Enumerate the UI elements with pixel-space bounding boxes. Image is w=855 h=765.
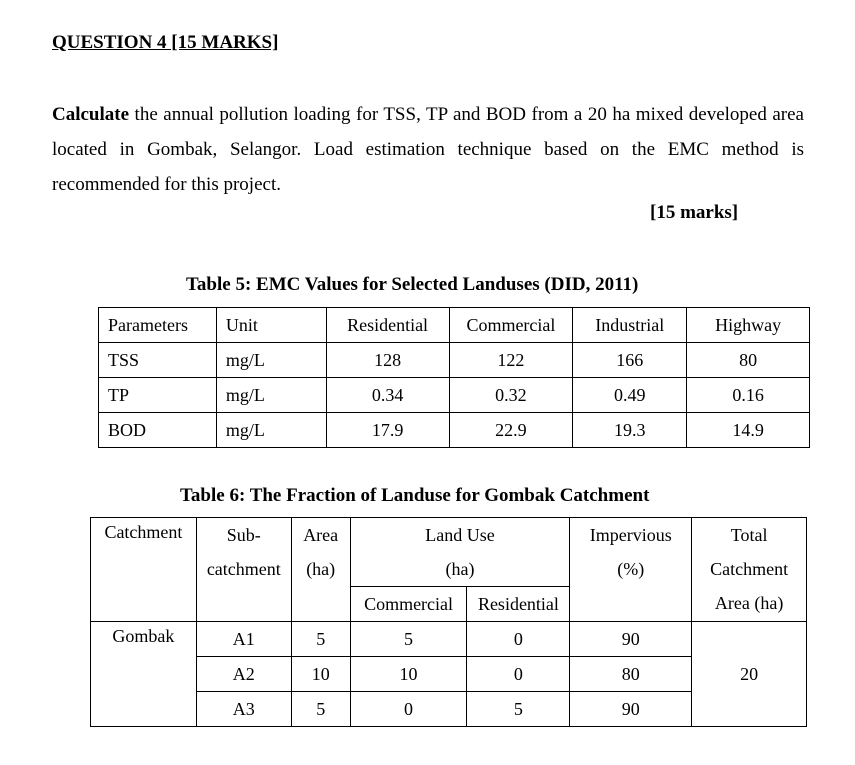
table-cell: mg/L bbox=[216, 413, 326, 448]
header-cell-blank bbox=[196, 587, 291, 622]
header-cell-landuse: Land Use bbox=[350, 518, 570, 553]
header-cell: Residential bbox=[326, 308, 449, 343]
table-cell: 5 bbox=[350, 622, 467, 657]
header-cell-total: Catchment bbox=[692, 552, 807, 587]
table5-caption: Table 5: EMC Values for Selected Landuses (DID, 2011) bbox=[186, 274, 639, 295]
table-cell: 0 bbox=[467, 657, 570, 692]
table-cell: 90 bbox=[570, 692, 692, 727]
header-cell-area: Area bbox=[291, 518, 350, 553]
header-cell: Parameters bbox=[99, 308, 217, 343]
table-cell: 0.49 bbox=[573, 378, 687, 413]
table-cell: 0 bbox=[350, 692, 467, 727]
table-header-row bbox=[91, 587, 807, 622]
table-cell: mg/L bbox=[216, 343, 326, 378]
table-cell: 5 bbox=[467, 692, 570, 727]
header-cell-total: Area (ha) bbox=[692, 587, 807, 622]
table-header-row bbox=[91, 552, 807, 587]
table-cell: 128 bbox=[326, 343, 449, 378]
header-cell-impervious: (%) bbox=[570, 552, 692, 587]
header-cell-impervious: Impervious bbox=[570, 518, 692, 553]
header-cell-subcatchment: Sub- bbox=[196, 518, 291, 553]
table-cell: 0.34 bbox=[326, 378, 449, 413]
header-cell-residential: Residential bbox=[467, 587, 570, 622]
table-row bbox=[91, 622, 807, 657]
table-cell: 19.3 bbox=[573, 413, 687, 448]
table-cell: 0 bbox=[467, 622, 570, 657]
table-cell: 22.9 bbox=[449, 413, 573, 448]
landuse-fraction-table bbox=[90, 517, 807, 727]
table-cell: A2 bbox=[196, 657, 291, 692]
table-cell: 17.9 bbox=[326, 413, 449, 448]
marks-label: [15 marks] bbox=[650, 202, 739, 223]
table-cell: 166 bbox=[573, 343, 687, 378]
header-cell-area: (ha) bbox=[291, 552, 350, 587]
table-cell: 80 bbox=[570, 657, 692, 692]
question-heading: QUESTION 4 [15 MARKS] bbox=[52, 32, 279, 53]
header-cell-landuse: (ha) bbox=[350, 552, 570, 587]
table-cell: 10 bbox=[350, 657, 467, 692]
table-cell: A3 bbox=[196, 692, 291, 727]
header-cell: Unit bbox=[216, 308, 326, 343]
header-cell-catchment: Catchment bbox=[91, 518, 197, 622]
table-cell: 122 bbox=[449, 343, 573, 378]
table-cell: TP bbox=[99, 378, 217, 413]
question-body: the annual pollution loading for TSS, TP and BOD from a 20 ha mixed developed area located in Gombak, Selangor. Load estimation technique based on the EMC method is recommended for this project. bbox=[52, 104, 804, 195]
table-cell: mg/L bbox=[216, 378, 326, 413]
header-cell-blank bbox=[570, 587, 692, 622]
table-cell: TSS bbox=[99, 343, 217, 378]
table-cell: 0.32 bbox=[449, 378, 573, 413]
table-row bbox=[99, 378, 810, 413]
header-cell-blank bbox=[291, 587, 350, 622]
table-cell: 0.16 bbox=[687, 378, 810, 413]
question-text bbox=[52, 97, 804, 202]
table-cell: 5 bbox=[291, 692, 350, 727]
emc-values-table bbox=[98, 307, 810, 448]
table-cell: 5 bbox=[291, 622, 350, 657]
table-cell: 14.9 bbox=[687, 413, 810, 448]
table-cell: 10 bbox=[291, 657, 350, 692]
header-cell: Industrial bbox=[573, 308, 687, 343]
table-cell: 90 bbox=[570, 622, 692, 657]
table-row bbox=[99, 413, 810, 448]
table-cell: A1 bbox=[196, 622, 291, 657]
table6-caption: Table 6: The Fraction of Landuse for Gombak Catchment bbox=[180, 485, 650, 506]
catchment-name-cell: Gombak bbox=[91, 622, 197, 727]
table-cell: 80 bbox=[687, 343, 810, 378]
table-cell: BOD bbox=[99, 413, 217, 448]
table-row bbox=[99, 343, 810, 378]
question-lead-word: Calculate bbox=[52, 104, 130, 125]
header-cell-subcatchment: catchment bbox=[196, 552, 291, 587]
total-area-cell: 20 bbox=[692, 622, 807, 727]
table-header-row bbox=[99, 308, 810, 343]
header-cell: Commercial bbox=[449, 308, 573, 343]
header-cell-total: Total bbox=[692, 518, 807, 553]
header-cell-commercial: Commercial bbox=[350, 587, 467, 622]
header-cell: Highway bbox=[687, 308, 810, 343]
table-header-row bbox=[91, 518, 807, 553]
